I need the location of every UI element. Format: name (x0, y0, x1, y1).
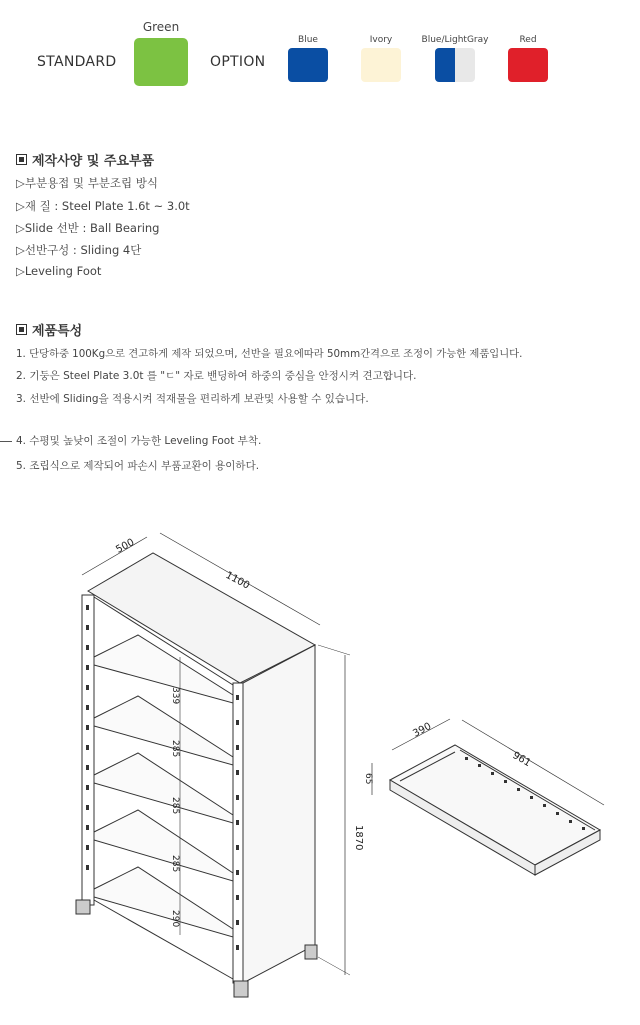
cabinet-right-post (233, 683, 243, 983)
option-color-swatch-red (508, 48, 548, 82)
option-color-name-red: Red (519, 35, 537, 45)
spec-item: ▷Leveling Foot (16, 264, 102, 278)
option-color-swatch-blue-lightgray (435, 48, 475, 82)
shelf-gap-label: 339 (170, 687, 180, 705)
square-bullet-icon (16, 324, 27, 335)
standard-color-swatch (134, 38, 188, 86)
shelf-gap-label: 285 (170, 855, 180, 873)
spec-item: ▷선반구성 : Sliding 4단 (16, 243, 142, 257)
shelf (94, 753, 233, 823)
shelf-gap-label: 285 (170, 740, 180, 758)
feature-item: 1. 단당하중 100Kg으로 견고하게 제작 되었으며, 선반을 필요에따라 50mm간격으로 조정이 가능한 제품입니다. (16, 348, 523, 360)
cabinet-width-label: 1100 (223, 569, 252, 592)
square-bullet-icon (16, 154, 27, 165)
shelf (94, 696, 233, 765)
divider-mark (0, 441, 12, 442)
spec-item: ▷부분용접 및 부분조립 방식 (16, 176, 159, 190)
features-heading (16, 320, 82, 339)
spec-item: ▷재 질 : Steel Plate 1.6t ~ 3.0t (16, 199, 190, 213)
leveling-foot (76, 900, 90, 914)
option-color-swatch-ivory (361, 48, 401, 82)
shelf-gap-label: 285 (170, 797, 180, 815)
specs-heading-text: 제작사양 및 주요부품 (32, 154, 155, 169)
feature-item: 4. 수평및 높낮이 조절이 가능한 Leveling Foot 부착. (16, 435, 262, 447)
shelf-gap-label: 290 (170, 910, 180, 928)
tray-width-label: 961 (510, 750, 533, 770)
feature-item: 5. 조립식으로 제작되어 파손시 부품교환이 용이하다. (16, 460, 260, 472)
feature-item: 3. 선반에 Sliding을 적용시켜 적재물을 편리하게 보관및 사용할 수 있습니다. (16, 393, 369, 405)
standard-label: STANDARD (37, 54, 117, 70)
leveling-foot (234, 981, 248, 997)
option-color-name-blue: Blue (298, 35, 318, 45)
feature-item: 2. 기둥은 Steel Plate 3.0t 를 "ㄷ" 자로 밴딩하여 하중의 중심을 안정시켜 견고합니다. (16, 370, 417, 382)
tray-depth-label: 390 (411, 720, 434, 740)
cabinet-side-panel (243, 645, 315, 983)
standard-color-name: Green (142, 20, 180, 34)
tray-height-label: 65 (363, 773, 373, 785)
option-label: OPTION (210, 54, 266, 70)
shelf (94, 867, 233, 937)
spec-item: ▷Slide 선반 : Ball Bearing (16, 221, 160, 235)
shelf (94, 810, 233, 881)
option-color-name-blue-lightgray: Blue/LightGray (421, 35, 489, 45)
cabinet-height-label: 1870 (353, 825, 364, 851)
technical-drawing (0, 505, 640, 1025)
specs-heading (16, 150, 154, 169)
cabinet-depth-label: 500 (114, 536, 137, 556)
leveling-foot (305, 945, 317, 959)
option-color-name-ivory: Ivory (369, 35, 393, 45)
option-color-swatch-blue (288, 48, 328, 82)
features-heading-text: 제품특성 (32, 324, 83, 339)
